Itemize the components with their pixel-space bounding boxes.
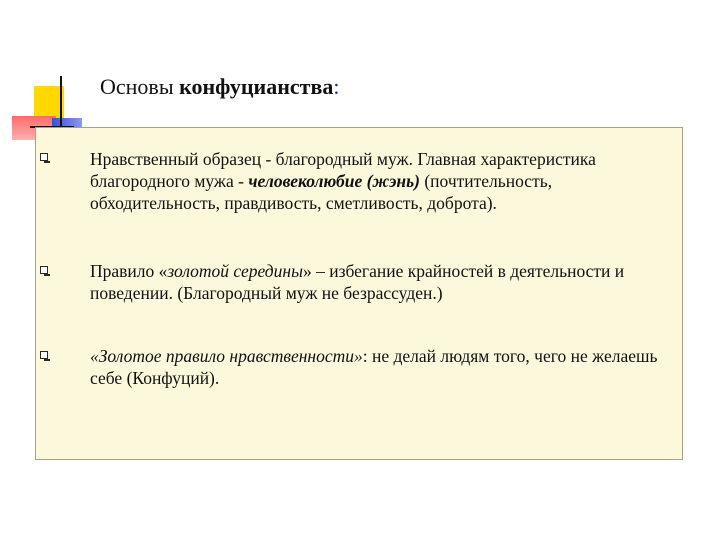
item-emphasis: «Золотое правило нравственности» [90, 346, 363, 366]
list-item [90, 260, 682, 304]
title-bold: конфуцианства [179, 74, 334, 99]
item-text: » – избегание крайностей в деятельности и поведении. (Благородный муж не безрассуден.) [90, 261, 625, 303]
title-colon: : [333, 74, 340, 99]
title-plain: Основы [100, 74, 180, 99]
item-emphasis: золотой середины [167, 261, 303, 281]
bullet-icon [40, 266, 48, 274]
item-text: (почтительность, обходительность, правдивость, сметливость, доброта). [90, 171, 553, 213]
list-item [90, 345, 682, 389]
list-item [90, 148, 682, 214]
bullet-icon [40, 351, 48, 359]
item-text: Правило « [90, 261, 168, 281]
item-emphasis: человеколюбие (жэнь) [248, 171, 420, 191]
slide-title [100, 74, 339, 100]
item-text: : не делай людям того, чего не желаешь себе (Конфуций). [90, 346, 658, 388]
item-text: Нравственный образец - благородный муж. Главная характеристика благородного мужа - [90, 149, 596, 191]
bullet-icon [40, 153, 48, 161]
